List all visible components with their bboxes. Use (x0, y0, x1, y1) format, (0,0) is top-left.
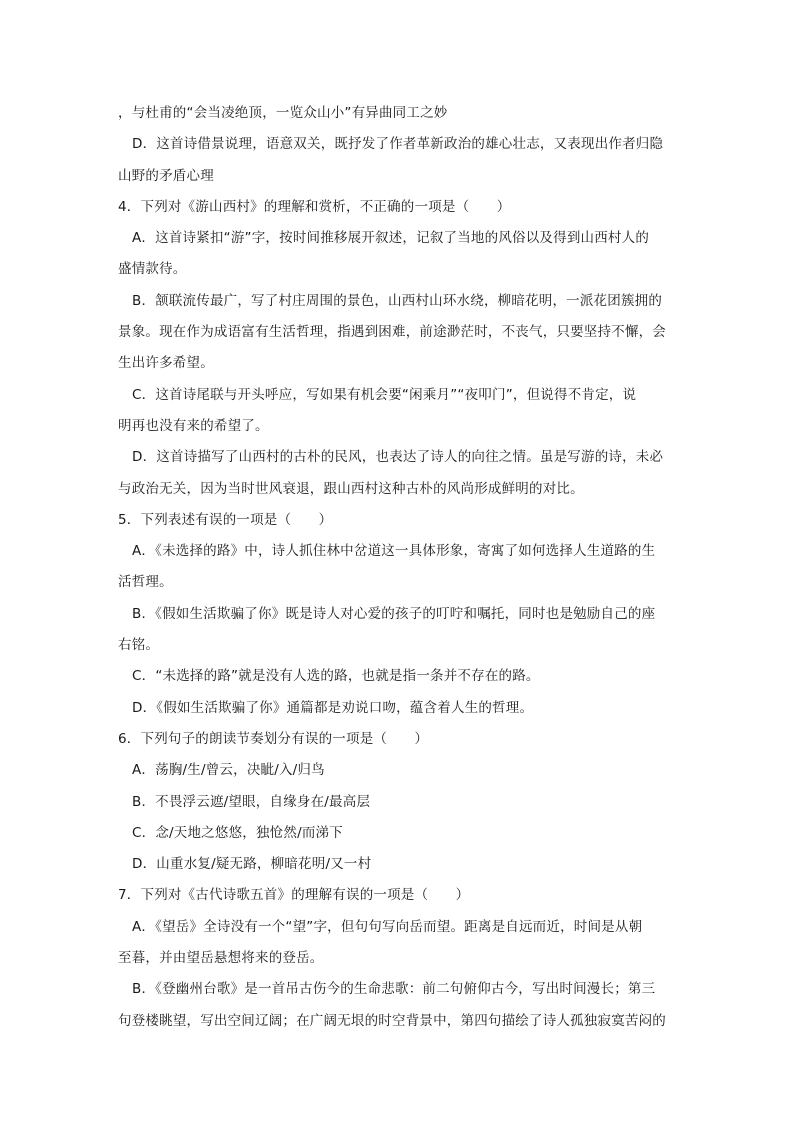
question-6-option-a: A．荡胸/生/曾云，决眦/入/归鸟 (132, 762, 325, 779)
text-line: 盛情款待。 (118, 261, 187, 278)
text-line: 句登楼眺望，写出空间辽阔；在广阔无垠的时空背景中，第四句描绘了诗人孤独寂寞苦闷的 (118, 1012, 666, 1029)
question-4-option-a: A．这首诗紧扣“游”字，按时间推移展开叙述，记叙了当地的风俗以及得到山西村人的 (132, 230, 650, 247)
document-text-body (118, 98, 678, 1037)
text-line: 景象。现在作为成语富有生活哲理，指遇到困难，前途渺茫时，不丧气，只要坚持不懈，会 (118, 324, 666, 341)
text-line: 至暮，并由望岳悬想将来的登岳。 (118, 950, 324, 967)
question-7-option-b: B．《登幽州台歌》是一首吊古伤今的生命悲歌：前二句俯仰古今，写出时间漫长；第三 (132, 981, 656, 998)
question-4-option-b: B．颔联流传最广，写了村庄周围的景色，山西村山环水绕，柳暗花明，一派花团簇拥的 (132, 292, 663, 309)
question-6-stem: 6．下列句子的朗读节奏划分有误的一项是（ ） (118, 730, 429, 747)
text-line: 生出许多希望。 (118, 355, 214, 372)
text-line: D．这首诗借景说理，语意双关，既抒发了作者革新政治的雄心壮志，又表现出作者归隐 (132, 136, 664, 153)
question-5-option-a: A．《未选择的路》中，诗人抓住林中岔道这一具体形象，寄寓了如何选择人生道路的生 (132, 543, 656, 560)
question-5-option-c: C．“未选择的路”就是没有人选的路，也就是指一条并不存在的路。 (132, 668, 540, 685)
text-line: 明再也没有来的希望了。 (118, 417, 269, 434)
text-line: 活哲理。 (118, 574, 173, 591)
text-line: ，与杜甫的“会当凌绝顶，一览众山小”有异曲同工之妙 (118, 105, 448, 121)
question-4-option-c: C．这首诗尾联与开头呼应，写如果有机会要“闲乘月”“夜叩门”，但说得不肯定，说 (132, 386, 637, 403)
question-7-stem: 7．下列对《古代诗歌五首》的理解有误的一项是（ ） (118, 887, 470, 904)
question-5-option-b: B．《假如生活欺骗了你》既是诗人对心爱的孩子的叮咛和嘱托，同时也是勉励自己的座 (132, 605, 656, 622)
text-line: 右铭。 (118, 637, 160, 654)
question-7-option-a: A．《望岳》全诗没有一个“望”字，但句句写向岳而望。距离是自远而近，时间是从朝 (132, 918, 643, 935)
question-5-option-d: D．《假如生活欺骗了你》通篇都是劝说口吻，蕴含着人生的哲理。 (132, 699, 534, 716)
question-6-option-d: D．山重水复/疑无路，柳暗花明/又一村 (132, 856, 372, 873)
question-6-option-b: B．不畏浮云遮/望眼，自缘身在/最高层 (132, 793, 371, 810)
text-line: 与政治无关，因为当时世风衰退，跟山西村这种古朴的风尚形成鲜明的对比。 (118, 480, 584, 497)
question-5-stem: 5．下列表述有误的一项是（ ） (118, 511, 333, 528)
question-6-option-c: C．念/天地之悠悠，独怆然/而涕下 (132, 824, 343, 841)
question-4-stem: 4．下列对《游山西村》的理解和赏析，不正确的一项是（ ） (118, 198, 511, 215)
text-line: 山野的矛盾心理 (118, 167, 214, 184)
question-4-option-d: D．这首诗描写了山西村的古朴的民风，也表达了诗人的向往之情。虽是写游的诗，未必 (132, 449, 664, 466)
